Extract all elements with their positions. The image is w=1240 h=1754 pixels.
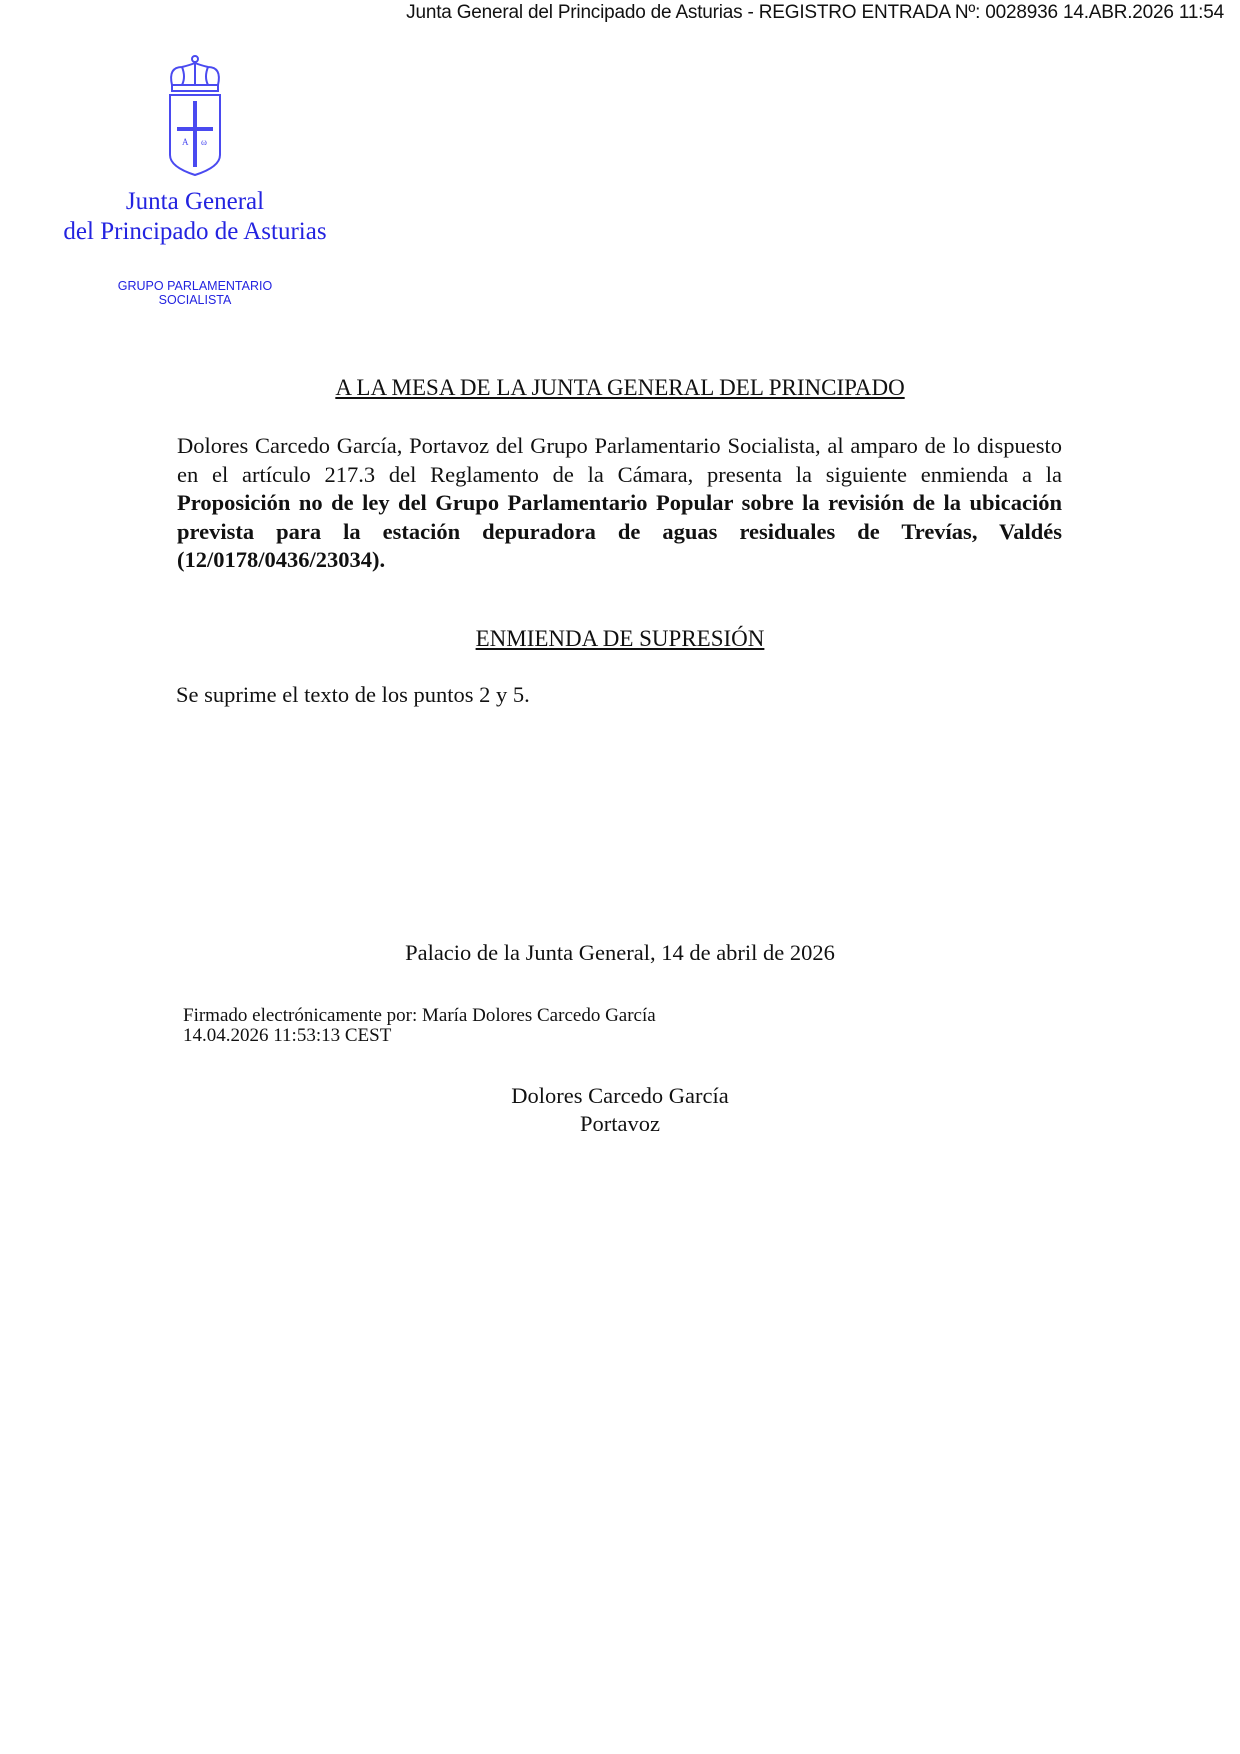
signature-signer-line: Firmado electrónicamente por: María Dolores Carcedo García — [183, 1005, 656, 1026]
institution-name-line1: Junta General — [125, 188, 265, 215]
document-heading: A LA MESA DE LA JUNTA GENERAL DEL PRINCIPADO — [335, 375, 905, 400]
signer-name: Dolores Carcedo García — [511, 1083, 729, 1108]
body-proposal-title: Proposición no de ley del Grupo Parlamentario Popular sobre la revisión de la ubicación prevista para la estación depuradora de aguas residuales de Trevías, Valdés (12/0178/0436/23034). — [177, 490, 1062, 572]
body-intro: Dolores Carcedo García, Portavoz del Grupo Parlamentario Socialista, al amparo de lo dispuesto en el artículo 217.3 del Reglamento de la Cámara, presenta la siguiente enmienda a la — [177, 433, 1062, 487]
group-name-line1: GRUPO PARLAMENTARIO — [117, 279, 273, 293]
group-name-line2: SOCIALISTA — [158, 293, 232, 307]
coat-of-arms-icon — [160, 55, 230, 179]
signer-role: Portavoz — [580, 1111, 660, 1136]
body-paragraph — [177, 432, 1062, 575]
amendment-title: ENMIENDA DE SUPRESIÓN — [475, 626, 765, 651]
institution-name-line2: del Principado de Asturias — [63, 218, 327, 245]
electronic-signature-stamp — [183, 1006, 656, 1046]
amendment-text: Se suprime el texto de los puntos 2 y 5. — [176, 682, 530, 707]
institution-logo — [60, 55, 330, 307]
svg-text:ω: ω — [201, 137, 207, 147]
signer-block — [0, 1082, 1240, 1138]
signature-timestamp: 14.04.2026 11:53:13 CEST — [183, 1025, 392, 1046]
svg-text:A: A — [182, 137, 189, 147]
place-date: Palacio de la Junta General, 14 de abril de 2026 — [405, 940, 835, 965]
registry-stamp: Junta General del Principado de Asturias - REGISTRO ENTRADA Nº: 0028936 14.ABR.2026 11:54 — [406, 2, 1224, 23]
